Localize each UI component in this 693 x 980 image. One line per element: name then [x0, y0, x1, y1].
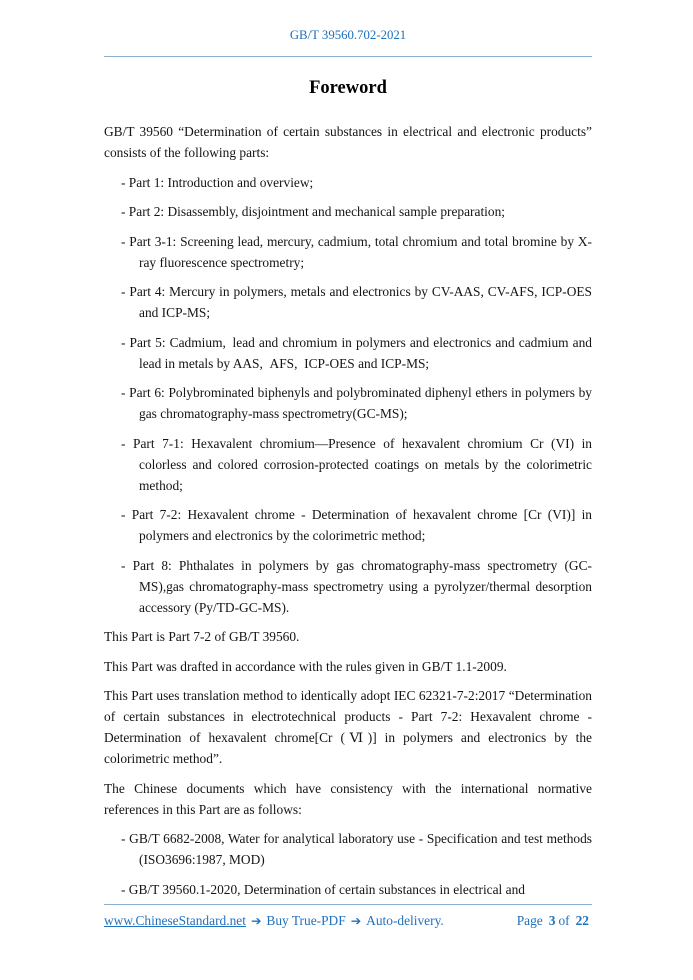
paragraph-chinese-documents: The Chinese documents which have consistency with the international normative references in this Part are as follows: — [104, 780, 592, 817]
document-body — [104, 121, 592, 900]
page-footer — [104, 904, 592, 929]
footer-promo — [104, 913, 444, 929]
list-item-part-8: - Part 8: Phthalates in polymers by gas chromatography-mass spectrometry (GC-MS),gas chromatography-mass spectrometry using a pyrolyzer/thermal desorption accessory (Py/TD-GC-MS). — [121, 557, 592, 615]
list-item-part-3-1: - Part 3-1: Screening lead, mercury, cadmium, total chromium and total bromine by X-ray fluorescence spectrometry; — [121, 233, 592, 270]
reference-item-gbt-6682: - GB/T 6682-2008, Water for analytical laboratory use - Specification and test methods (ISO3696:1987, MOD) — [121, 831, 592, 867]
total-pages: 22 — [575, 913, 589, 928]
list-item-part-5: - Part 5: Cadmium, lead and chromium in polymers and electronics and cadmium and lead in metals by AAS, AFS, ICP-OES and ICP-MS; — [121, 334, 592, 371]
of-label: of — [558, 913, 570, 928]
parts-list — [104, 172, 592, 618]
footer-row — [104, 913, 592, 929]
paragraph-drafting-rules: This Part was drafted in accordance with the rules given in GB/T 1.1-2009. — [104, 658, 507, 674]
paragraph-iec-adoption: This Part uses translation method to identically adopt IEC 62321-7-2:2017 “Determination of certain substances in electrotechnical products - Part 7-2: Hexavalent chrome - Determination of hexavalent chrome[Cr (Ⅵ)] in polymers and electronics by the colorimetric method”. — [104, 688, 592, 766]
list-item-part-7-1: - Part 7-1: Hexavalent chromium—Presence of hexavalent chromium Cr (VI) in colorless and colored corrosion-protected coatings on metals by the colorimetric method; — [121, 435, 592, 493]
footer-rule — [104, 904, 592, 905]
header-rule — [104, 56, 592, 57]
footer-site-link[interactable]: www.ChineseStandard.net — [104, 913, 246, 928]
header-doc-number: GB/T 39560.702-2021 — [289, 28, 407, 42]
page-label: Page — [516, 913, 543, 928]
arrow-icon: ➔ — [250, 913, 262, 928]
footer-buy-text: Buy True-PDF — [266, 913, 346, 928]
paragraph-this-part: This Part is Part 7-2 of GB/T 39560. — [104, 629, 300, 644]
list-item-part-2: - Part 2: Disassembly, disjointment and mechanical sample preparation; — [121, 204, 506, 219]
list-item-part-7-2: - Part 7-2: Hexavalent chrome - Determination of hexavalent chrome [Cr (VI)] in polymers and electronics by the colorimetric method; — [121, 507, 592, 543]
list-item-part-6: - Part 6: Polybrominated biphenyls and polybrominated diphenyl ethers in polymers by gas chromatography-mass spectrometry(GC-MS); — [121, 385, 592, 421]
page-title: Foreword — [309, 78, 387, 98]
intro-paragraph: GB/T 39560 “Determination of certain substances in electrical and electronic products” consists of the following parts: — [104, 124, 592, 160]
page-number: 3 — [548, 913, 556, 928]
list-item-part-4: - Part 4: Mercury in polymers, metals and electronics by CV-AAS, CV-AFS, ICP-OES and ICP-MS; — [121, 284, 592, 320]
arrow-icon: ➔ — [350, 913, 362, 928]
reference-item-gbt-39560-1: - GB/T 39560.1-2020, Determination of certain substances in electrical and — [121, 881, 525, 897]
footer-delivery-text: Auto-delivery. — [366, 913, 444, 928]
page-indicator — [517, 913, 592, 929]
list-item-part-1: - Part 1: Introduction and overview; — [121, 174, 314, 190]
references-list — [104, 828, 592, 900]
